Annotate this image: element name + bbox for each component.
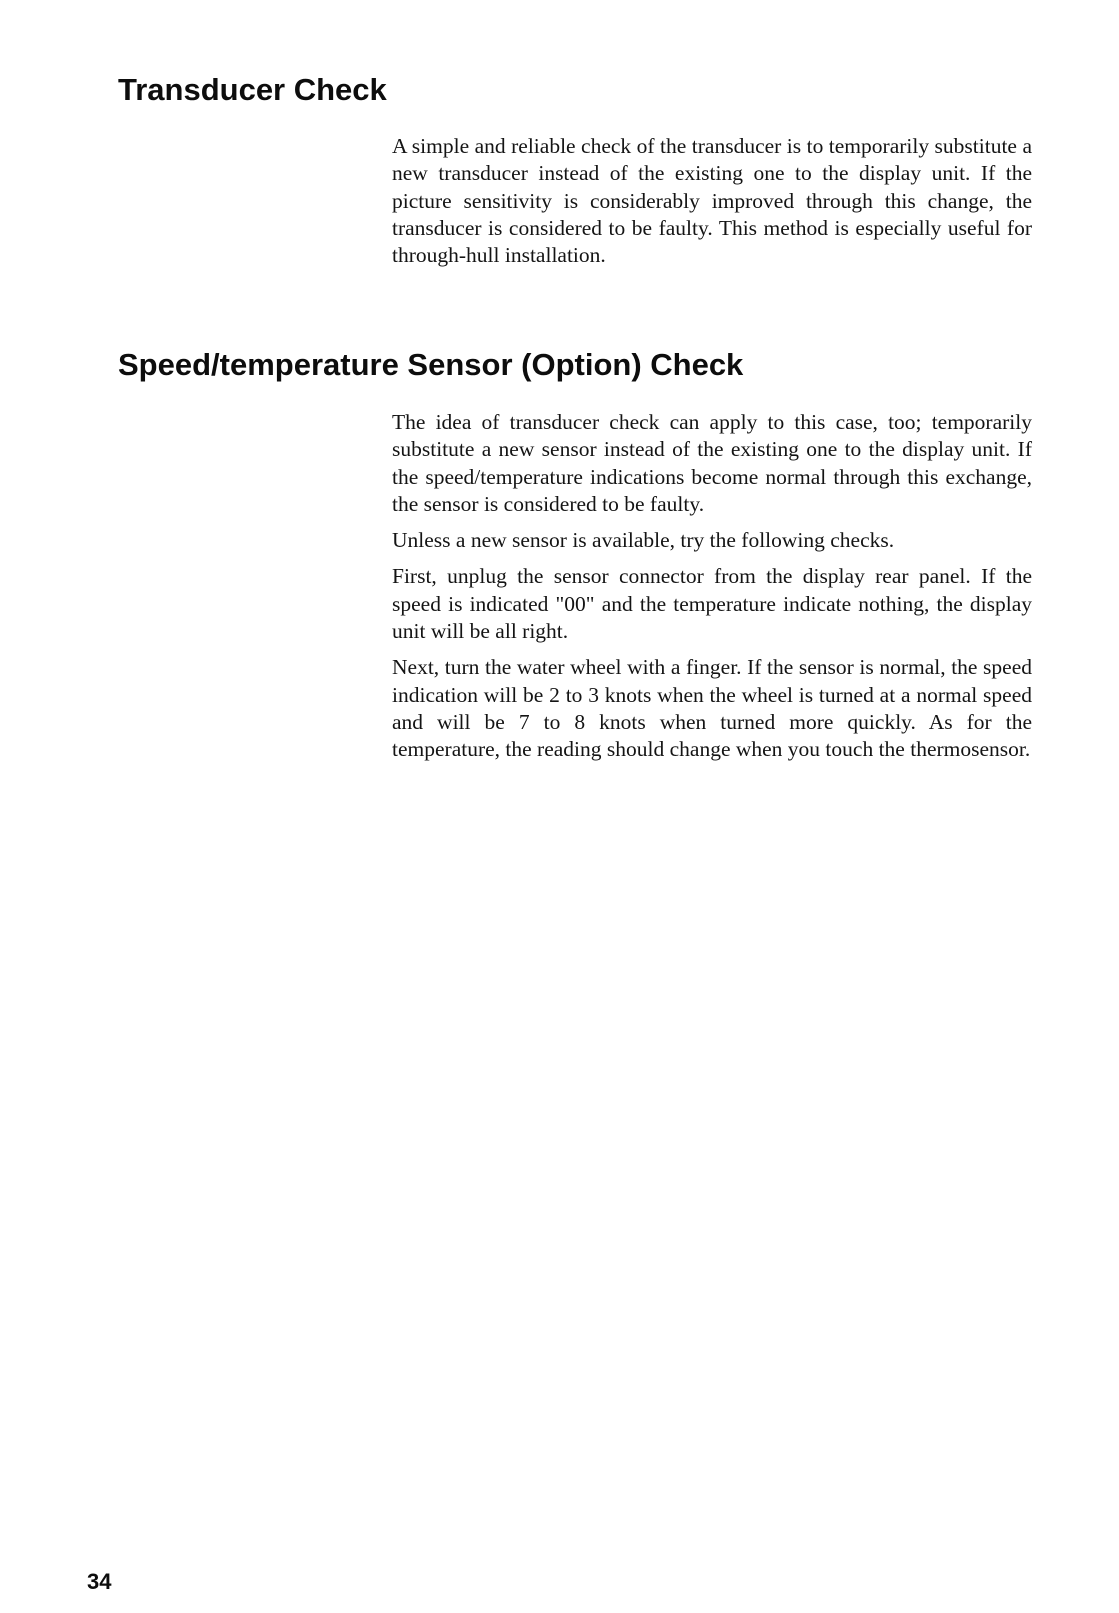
section-body-speed-temperature-sensor-check bbox=[392, 409, 1032, 773]
page-number: 34 bbox=[87, 1569, 112, 1594]
section-body-transducer-check bbox=[392, 133, 1032, 278]
section-heading-speed-temperature-sensor-check: Speed/temperature Sensor (Option) Check bbox=[118, 347, 744, 382]
paragraph: Next, turn the water wheel with a finger. If the sensor is normal, the speed indication will be 2 to 3 knots when the wheel is turned at a normal speed and will be 7 to 8 knots when turned more quickly. As for the temperature, the reading should change when you touch the thermosensor. bbox=[392, 655, 1032, 762]
paragraph: First, unplug the sensor connector from the display rear panel. If the speed is indicated "00" and the temperature indicate nothing, the display unit will be all right. bbox=[392, 564, 1032, 644]
paragraph: Unless a new sensor is available, try the following checks. bbox=[392, 528, 895, 553]
section-heading-transducer-check: Transducer Check bbox=[118, 72, 387, 107]
paragraph: The idea of transducer check can apply to this case, too; temporarily substitute a new sensor instead of the existing one to the display unit. If the speed/temperature indications become normal through this exchange, the sensor is considered to be faulty. bbox=[392, 410, 1032, 516]
paragraph: A simple and reliable check of the transducer is to temporarily substitute a new transducer instead of the existing one to the display unit. If the picture sensitivity is considerably improved through this change, the transducer is considered to be faulty. This method is especially useful for through-hull installation. bbox=[392, 134, 1032, 268]
